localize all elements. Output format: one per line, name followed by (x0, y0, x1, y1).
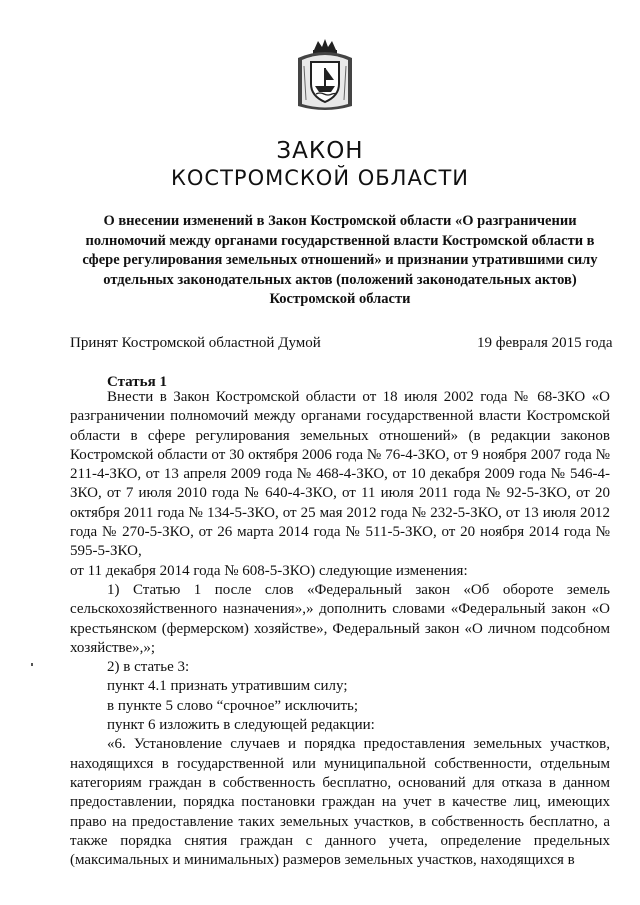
law-subtitle: О внесении изменений в Закон Костромской области «О разграничении полномочий между органами государственной власти Костромской области в сфере регулирования земельных отношений» и признании утратившими силу отдельных законодательных актов (положений законодательных актов) Костромской области (82, 213, 598, 307)
coat-of-arms-icon (294, 36, 356, 114)
region-title: КОСТРОМСКОЙ ОБЛАСТИ (170, 166, 470, 190)
paragraph-new-point-6: «6. Установление случаев и порядка предоставления земельных участков, находящихся в государственной или муниципальной собственности, отдельным категориям граждан в собственность бесплатно, оснований для отказа в данном предоставлении, порядка постановки граждан на учет в качестве лиц, имеющих право на предоставление таких земельных участков, в собственность бесплатно, а также порядка снятия граждан с данного учета, определение предельных (максимальных и минимальных) размеров земельных участков, находящихся в (70, 736, 610, 869)
paragraph-amendment-tail: от 11 декабря 2014 года № 608-5-ЗКО) следующие изменения: (70, 562, 468, 579)
paragraph-item-2-clause-a: пункт 4.1 признать утратившим силу; (107, 678, 348, 695)
paragraph-item-2: 2) в статье 3: (107, 659, 190, 676)
article-heading: Статья 1 (107, 374, 167, 390)
law-title: ЗАКОН (276, 138, 364, 164)
paragraph-item-1: 1) Статью 1 после слов «Федеральный закон «Об обороте земель сельскохозяйственного назначения»,» дополнить словами «Федеральный закон «О крестьянском (фермерском) хозяйстве», Федеральный закон «О личном подсобном хозяйстве»,»; (70, 581, 610, 656)
scan-mark (31, 663, 33, 666)
paragraph-item-2-clause-b: в пункте 5 слово “срочное” исключить; (107, 697, 359, 714)
paragraph-amendment-intro: Внести в Закон Костромской области от 18 июля 2002 года № 68-ЗКО «О разграничении полномочий между органами государственной власти Костромской области в сфере регулирования земельных отношений» (в редакции законов Костромской области от 30 октября 2006 года № 76-4-ЗКО, от 9 ноября 2007 года № 211-4-ЗКО, от 13 апреля 2009 года № 468-4-ЗКО, от 10 декабря 2009 года № 546-4-ЗКО, от 7 июля 2010 года № 640-4-ЗКО, от 11 июля 2011 года № 92-5-ЗКО, от 20 октября 2011 года № 134-5-ЗКО, от 25 мая 2012 года № 232-5-ЗКО, от 13 июля 2012 года № 270-5-ЗКО, от 26 марта 2014 года № 511-5-ЗКО, от 20 ноября 2014 года № 595-5-ЗКО, (70, 389, 610, 560)
adoption-body: Принят Костромской областной Думой (70, 335, 321, 351)
adoption-date: 19 февраля 2015 года (477, 335, 613, 351)
paragraph-item-2-clause-c: пункт 6 изложить в следующей редакции: (107, 717, 375, 734)
article-body (70, 388, 610, 870)
